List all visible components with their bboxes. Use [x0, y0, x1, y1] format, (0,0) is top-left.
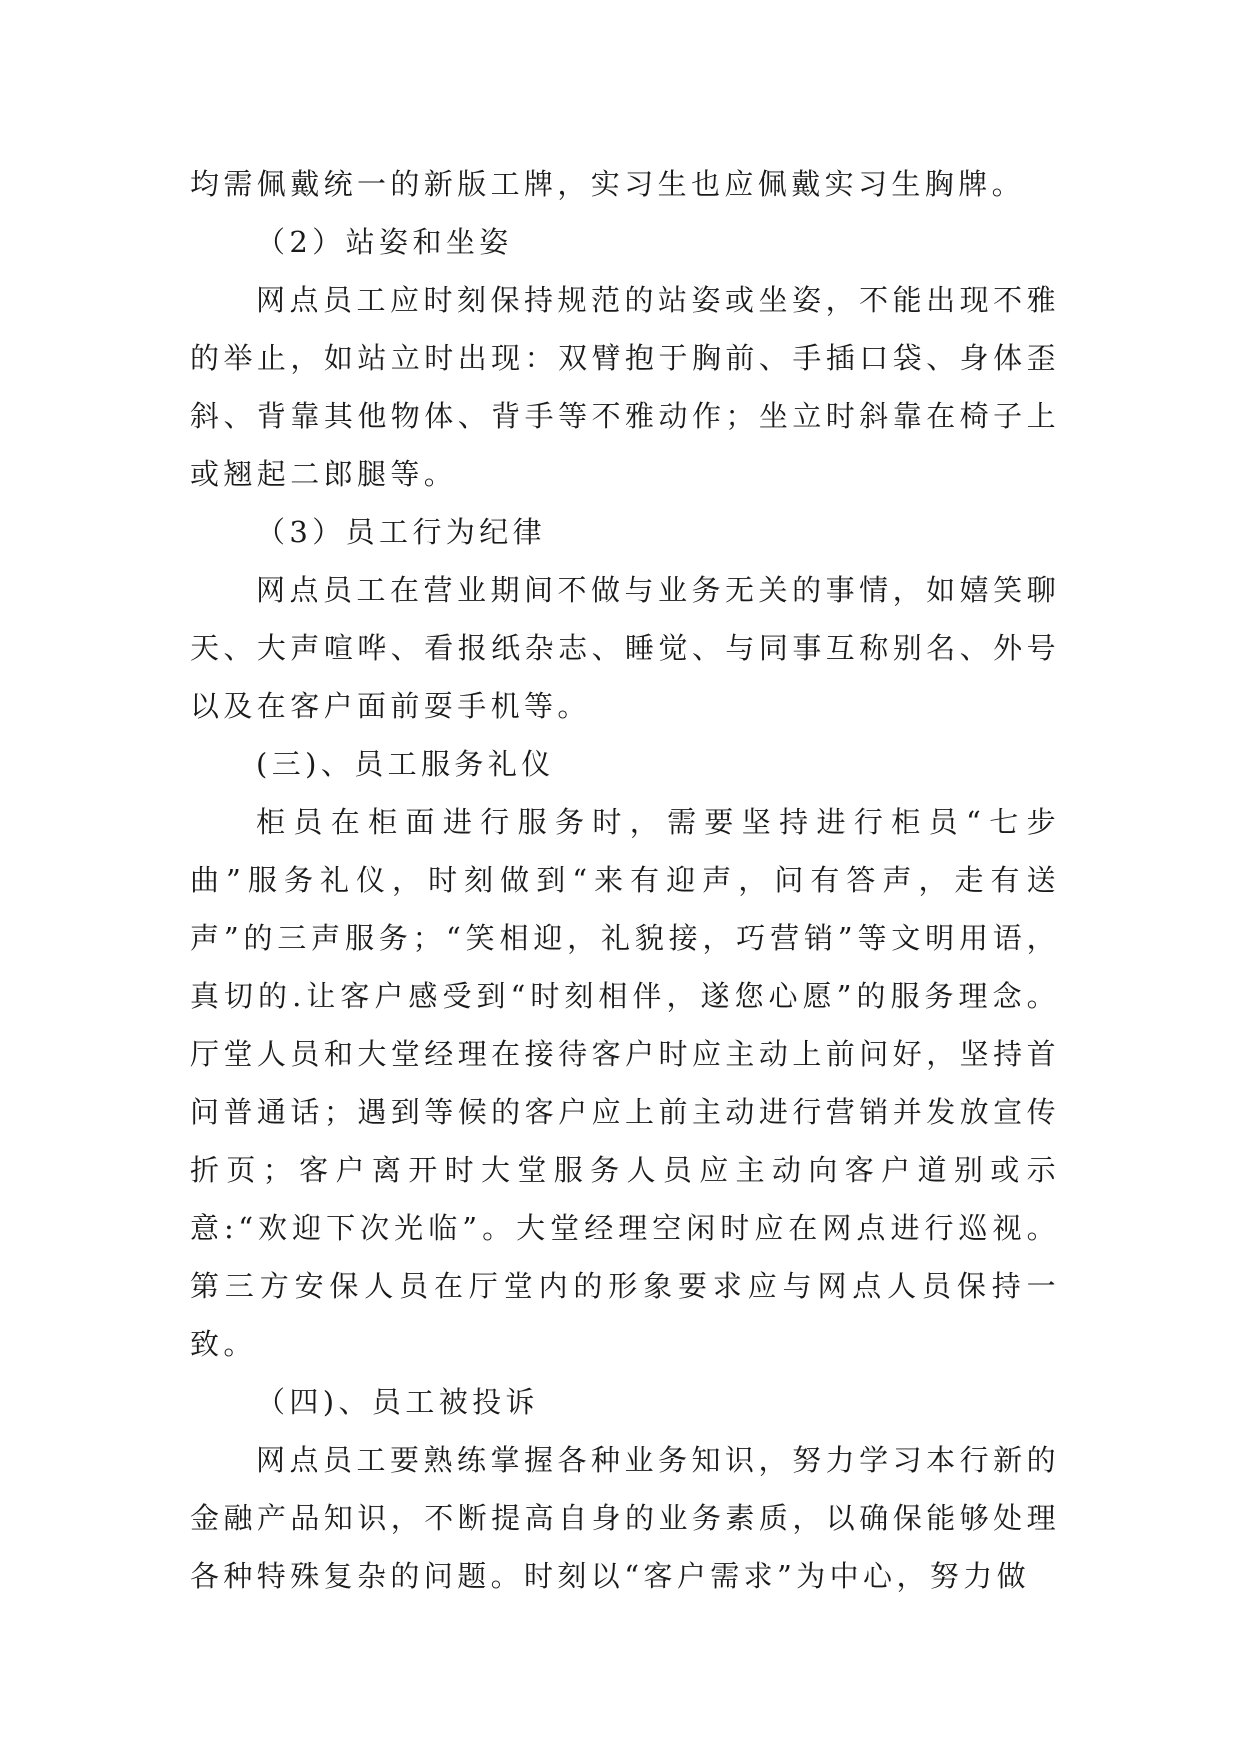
heading-standing-sitting: （2）站姿和坐姿 [256, 225, 513, 259]
paragraph-discipline: 网点员工在营业期间不做与业务无关的事情，如嬉笑聊天、大声喧哗、看报纸杂志、睡觉、与同事互称别名、外号以及在客户面前耍手机等。 [190, 573, 1060, 723]
paragraph-continuation: 均需佩戴统一的新版工牌，实习生也应佩戴实习生胸牌。 [190, 167, 1026, 201]
heading-behavior-discipline: （3）员工行为纪律 [256, 515, 547, 549]
paragraph-service-etiquette: 柜员在柜面进行服务时，需要坚持进行柜员“七步曲”服务礼仪，时刻做到“来有迎声，问有答声，走有送声”的三声服务；“笑相迎，礼貌接，巧营销”等文明用语，真切的.让客户感受到“时刻相伴，遂您心愿”的服务理念。厅堂人员和大堂经理在接待客户时应主动上前问好，坚持首问普通话；遇到等候的客户应上前主动进行营销并发放宣传折页；客户离开时大堂服务人员应主动向客户道别或示意:“欢迎下次光临”。大堂经理空闲时应在网点进行巡视。第三方安保人员在厅堂内的形象要求应与网点人员保持一致。 [190, 805, 1060, 1361]
paragraph-posture: 网点员工应时刻保持规范的站姿或坐姿，不能出现不雅的举止，如站立时出现：双臂抱于胸前、手插口袋、身体歪斜、背靠其他物体、背手等不雅动作；坐立时斜靠在椅子上或翘起二郎腿等。 [190, 283, 1060, 491]
document-body [190, 155, 1060, 1605]
paragraph-complaints: 网点员工要熟练掌握各种业务知识，努力学习本行新的金融产品知识，不断提高自身的业务素质，以确保能够处理各种特殊复杂的问题。时刻以“客户需求”为中心，努力做 [190, 1443, 1060, 1593]
heading-complaints: （四)、员工被投诉 [256, 1385, 539, 1419]
heading-service-etiquette: (三)、员工服务礼仪 [256, 747, 555, 781]
